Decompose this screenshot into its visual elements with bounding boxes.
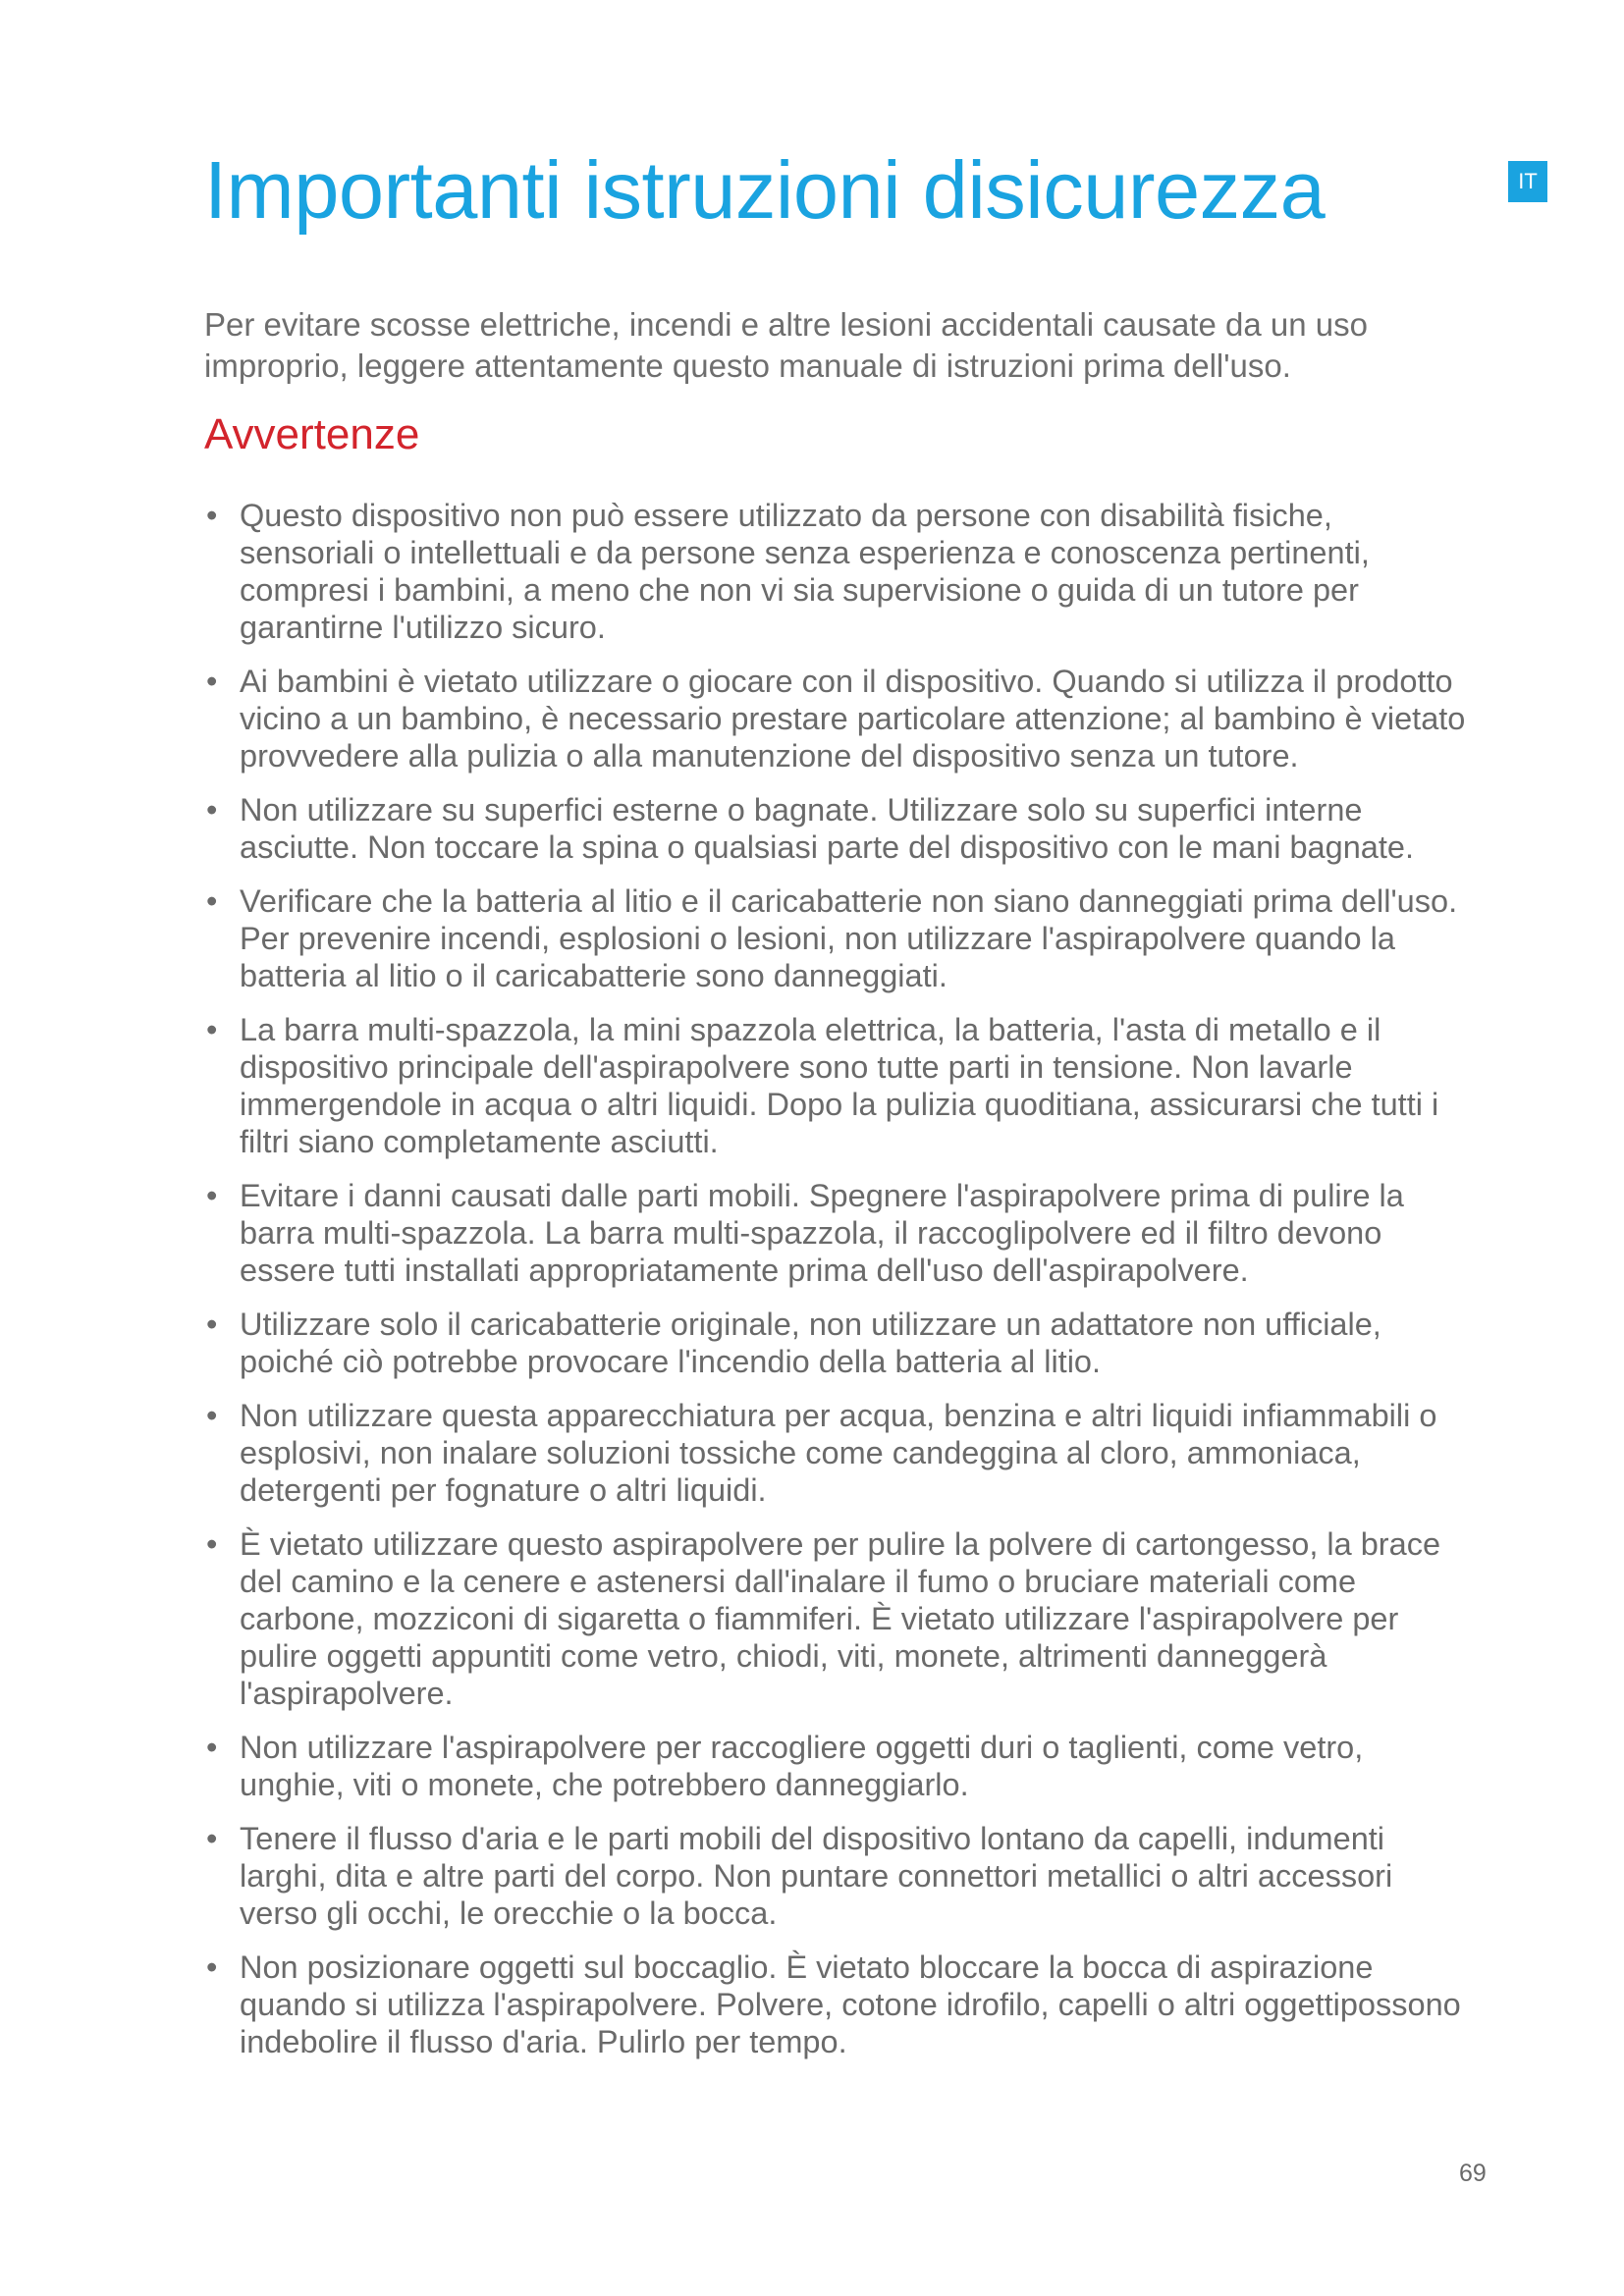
bullet-icon: • — [206, 792, 218, 828]
warning-text: Verificare che la batteria al litio e il caricabatterie non siano danneggiati prima dell'uso. Per prevenire incendi, esplosioni o lesioni, non utilizzare l'aspirapolvere quando la batteria al litio o il caricabatterie sono danneggiati. — [240, 883, 1458, 993]
warning-item — [204, 663, 1471, 774]
warning-text: Evitare i danni causati dalle parti mobili. Spegnere l'aspirapolvere prima di pulire la barra multi-spazzola. La barra multi-spazzola, il raccoglipolvere ed il filtro devono essere tutti installati appropriatamente prima dell'uso dell'aspirapolvere. — [240, 1178, 1404, 1288]
warning-item — [204, 1011, 1471, 1160]
warning-item — [204, 1820, 1471, 1932]
warning-text: Non utilizzare su superfici esterne o bagnate. Utilizzare solo su superfici interne asciutte. Non toccare la spina o qualsiasi parte del dispositivo con le mani bagnate. — [240, 792, 1414, 865]
warning-text: Tenere il flusso d'aria e le parti mobili del dispositivo lontano da capelli, indumenti larghi, dita e altre parti del corpo. Non puntare connettori metallici o altri accessori verso gli occhi, le orecchie o la bocca. — [240, 1821, 1393, 1931]
warnings-list — [204, 497, 1471, 2077]
bullet-icon: • — [206, 1307, 218, 1342]
warning-item — [204, 1177, 1471, 1289]
bullet-icon: • — [206, 1730, 218, 1765]
warning-text: La barra multi-spazzola, la mini spazzola elettrica, la batteria, l'asta di metallo e il dispositivo principale dell'aspirapolvere sono tutte parti in tensione. Non lavarle immergendole in acqua o altri liquidi. Dopo la pulizia quoditiana, assicurarsi che tutti i filtri siano completamente asciutti. — [240, 1012, 1439, 1159]
bullet-icon: • — [206, 1398, 218, 1433]
warning-item — [204, 1949, 1471, 2060]
warning-text: Questo dispositivo non può essere utilizzato da persone con disabilità fisiche, sensoriali o intellettuali e da persone senza esperienza e conoscenza pertinenti, compresi i bambini, a meno che non vi sia supervisione o guida di un tutore per garantirne l'utilizzo sicuro. — [240, 498, 1370, 645]
warning-item — [204, 1525, 1471, 1712]
bullet-icon: • — [206, 1949, 218, 1985]
warning-item — [204, 497, 1471, 646]
bullet-icon: • — [206, 664, 218, 699]
warning-item — [204, 1306, 1471, 1380]
page-title: Importanti istruzioni disicurezza — [204, 144, 1326, 236]
bullet-icon: • — [206, 883, 218, 919]
warning-text: Non utilizzare questa apparecchiatura per acqua, benzina e altri liquidi infiammabili o esplosivi, non inalare soluzioni tossiche come candeggina al cloro, ammoniaca, detergenti per fognature o altri liquidi. — [240, 1398, 1437, 1508]
warning-item — [204, 1397, 1471, 1509]
warning-text: Utilizzare solo il caricabatterie originale, non utilizzare un adattatore non ufficiale, poiché ciò potrebbe provocare l'incendio della batteria al litio. — [240, 1307, 1381, 1379]
warning-text: Non utilizzare l'aspirapolvere per raccogliere oggetti duri o taglienti, come vetro, unghie, viti o monete, che potrebbero danneggiarlo. — [240, 1730, 1364, 1802]
warning-item — [204, 1729, 1471, 1803]
warning-item — [204, 791, 1471, 866]
bullet-icon: • — [206, 1012, 218, 1047]
page-number: 69 — [1459, 2160, 1487, 2187]
intro-paragraph: Per evitare scosse elettriche, incendi e altre lesioni accidentali causate da un uso improprio, leggere attentamente questo manuale di istruzioni prima dell'uso. — [204, 306, 1369, 384]
section-heading-warnings: Avvertenze — [204, 410, 420, 458]
bullet-icon: • — [206, 1178, 218, 1213]
bullet-icon: • — [206, 1821, 218, 1856]
warning-text: Ai bambini è vietato utilizzare o giocare con il dispositivo. Quando si utilizza il prodotto vicino a un bambino, è necessario prestare particolare attenzione; al bambino è vietato provvedere alla pulizia o alla manutenzione del dispositivo senza un tutore. — [240, 664, 1466, 774]
warning-item — [204, 882, 1471, 994]
bullet-icon: • — [206, 1526, 218, 1562]
bullet-icon: • — [206, 498, 218, 533]
warning-text: Non posizionare oggetti sul boccaglio. È vietato bloccare la bocca di aspirazione quando si utilizza l'aspirapolvere. Polvere, cotone idrofilo, capelli o altri oggettipossono indebolire il flusso d'aria. Pulirlo per tempo. — [240, 1949, 1461, 2059]
warning-text: È vietato utilizzare questo aspirapolvere per pulire la polvere di cartongesso, la brace del camino e la cenere e astenersi dall'inalare il fumo o bruciare materiali come carbone, mozziconi di sigaretta o fiammiferi. È vietato utilizzare l'aspirapolvere per pulire oggetti appuntiti come vetro, chiodi, viti, monete, altrimenti danneggerà l'aspirapolvere. — [240, 1526, 1441, 1711]
language-badge: IT — [1508, 161, 1547, 202]
